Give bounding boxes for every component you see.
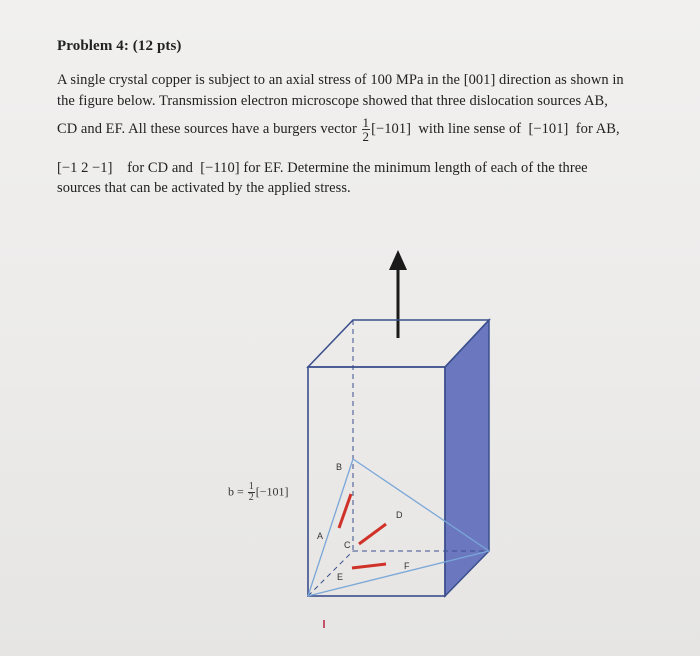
label-a: A [317,531,324,541]
burgers-label-denominator: 2 [248,492,254,503]
burgers-label-numerator: 1 [248,481,254,492]
box-right-face [445,320,489,596]
box-front-face [308,367,445,596]
label-d: D [396,510,403,520]
line4-text-d: for EF. Determine the minimum length of each of the three [243,160,588,176]
burgers-prefix: b = [228,484,244,499]
dislocation-cd [359,524,386,544]
burgers-vector-label [228,482,289,503]
line3-text-e: for AB, [575,120,620,137]
line4-sense-cd: [−1 2 −1] [57,160,113,176]
burgers-label-fraction [248,482,255,503]
line4-text-b: for CD and [127,160,193,176]
label-e: E [337,572,344,582]
dislocation-ef [352,564,386,568]
line3-text-c: with line sense of [418,120,522,137]
line3-sense-ab: [−101] [528,120,569,137]
label-c: C [344,540,351,550]
problem-text-line-1: A single crystal copper is subject to an axial stress of 100 MPa in the [001] direction as shown in [57,72,624,88]
dislocation-ab [339,494,351,528]
fraction-numerator: 1 [362,115,370,130]
line3-burgers: [−101] [371,120,411,137]
problem-text-line-2: the figure below. Transmission electron microscope showed that three dislocation sources AB, [57,93,608,109]
burgers-suffix: [−101] [255,484,289,499]
line3-text-a: CD and EF. All these sources have a burgers vector [57,120,357,137]
label-f: F [404,561,410,571]
line4-sense-ef: [−110] [200,160,240,176]
stress-arrow-icon [389,250,407,338]
problem-title: Problem 4: (12 pts) [57,38,182,54]
label-b: B [336,462,343,472]
problem-text-line-5: sources that can be activated by the applied stress. [57,180,351,196]
fraction-denominator: 2 [362,129,370,144]
